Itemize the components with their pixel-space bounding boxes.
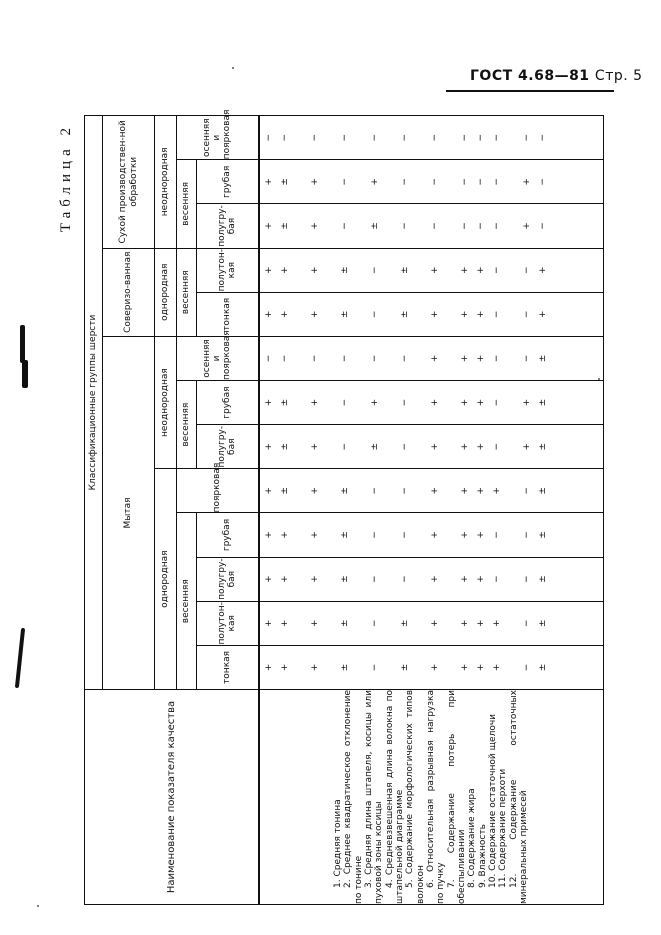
value-mark: ± [369,442,380,451]
value-mark: ± [339,531,350,539]
value-mark: + [459,663,470,672]
value-mark: + [309,178,320,186]
value-mark: + [459,575,470,583]
value-mark: − [459,133,470,142]
value-mark: − [491,266,502,274]
value-mark: − [339,398,350,407]
col-header: полутон-кая [197,601,259,645]
value-mark: + [429,487,440,495]
value-mark: ± [279,398,290,407]
season-spring: весенняя [177,160,197,248]
value-mark: − [475,133,486,142]
value-mark: + [521,222,532,230]
value-mark: + [263,442,274,451]
value-mark: − [521,531,532,539]
value-mark: − [309,133,320,142]
value-mark: − [369,663,380,672]
value-mark: − [429,178,440,186]
value-cell [259,160,604,204]
value-cell [259,381,604,425]
value-mark: + [279,531,290,539]
value-mark: − [521,310,532,319]
value-mark: − [399,222,410,230]
scan-artifact [15,628,25,688]
value-mark: − [475,222,486,230]
subgroup-heterogeneous: неоднородная [155,336,177,468]
scan-artifact [20,325,25,363]
value-mark: ± [339,575,350,583]
value-mark: − [369,133,380,142]
value-mark: − [429,222,440,230]
value-mark: − [399,398,410,407]
value-mark: + [491,663,502,672]
value-mark: ± [399,619,410,628]
value-mark: ± [399,266,410,274]
subgroup-homogeneous-2: однородная [155,248,177,336]
value-mark: − [399,354,410,363]
value-mark: ± [537,398,548,407]
indicator-name: 9. Влажность [477,824,488,888]
value-mark: + [521,398,532,407]
value-cell [259,116,604,160]
value-mark: + [475,531,486,539]
value-mark: + [429,398,440,407]
col-header: тонкая [197,292,259,336]
col-header: полугру-бая [197,204,259,248]
value-mark: + [429,531,440,539]
value-mark: ± [339,487,350,495]
value-mark: + [309,266,320,274]
col-header: осенняя и поярковая [177,336,259,380]
value-mark: + [475,619,486,628]
value-mark: − [309,354,320,363]
value-mark: − [491,354,502,363]
scan-speck [37,905,39,907]
value-mark: + [309,487,320,495]
value-mark: − [369,487,380,495]
value-mark: + [491,619,502,628]
value-mark: + [263,487,274,495]
value-mark: + [521,178,532,186]
value-mark: − [263,354,274,363]
value-mark: − [399,133,410,142]
page-number: Стр. 5 [594,68,643,84]
col-header: поярковая [177,469,259,513]
value-mark: + [537,266,548,274]
indicator-name: 2. Среднее квадратическое отклонение по тонине [343,690,364,904]
indicator-name: 4. Средневзвешенная длина волокна по штапельной диаграмме [384,690,406,904]
value-mark: ± [537,619,548,628]
indicator-names [259,690,604,905]
value-mark: ± [339,663,350,672]
value-mark: − [521,354,532,363]
group-sorted: Соверизо-ванная [103,248,155,336]
value-mark: + [263,398,274,407]
value-mark: + [309,531,320,539]
value-mark: ± [537,354,548,363]
value-mark: + [309,619,320,628]
value-mark: + [459,531,470,539]
value-cell [259,645,604,689]
value-mark: − [491,133,502,142]
value-cell [259,513,604,557]
value-mark: + [263,531,274,539]
value-mark: − [491,442,502,451]
value-cell [259,204,604,248]
value-mark: ± [339,619,350,628]
value-mark: − [339,178,350,186]
value-mark: − [459,178,470,186]
value-mark: ± [369,222,380,230]
value-mark: − [521,575,532,583]
value-mark: − [369,310,380,319]
value-mark: + [309,663,320,672]
col-header: осенняя и поярковая [177,116,259,160]
value-mark: ± [537,663,548,672]
value-mark: ± [279,222,290,230]
col-header: полугру-бая [197,425,259,469]
table-body [259,116,604,905]
col-header: полутон-кая [197,248,259,292]
value-mark: + [429,663,440,672]
value-mark: ± [399,310,410,319]
value-mark: − [521,663,532,672]
col-header: грубая [197,381,259,425]
value-mark: + [279,663,290,672]
value-mark: + [459,619,470,628]
value-cell [259,336,604,380]
value-mark: − [491,310,502,319]
indicator-name: 1. Средняя тонина [332,799,343,888]
value-cell [259,292,604,336]
subgroup-heterogeneous-2: неоднородная [155,116,177,249]
value-mark: + [369,178,380,186]
page-header [470,68,643,84]
value-cell [259,425,604,469]
value-mark: + [475,575,486,583]
value-mark: + [429,354,440,363]
value-mark: − [537,222,548,230]
value-mark: + [429,310,440,319]
value-mark: + [279,310,290,319]
col-header: грубая [197,160,259,204]
value-mark: ± [339,310,350,319]
value-mark: + [369,398,380,407]
value-mark: ± [339,266,350,274]
scan-speck [232,67,234,69]
value-mark: + [475,663,486,672]
value-mark: ± [537,442,548,451]
table-title: Таблица 2 [58,123,74,233]
value-mark: − [491,575,502,583]
value-mark: + [475,487,486,495]
value-mark: − [369,531,380,539]
header-rule [446,90,614,92]
value-mark: ± [537,575,548,583]
value-mark: + [263,222,274,230]
value-cell [259,469,604,513]
value-mark: ± [537,487,548,495]
value-mark: ± [279,487,290,495]
col-header: грубая [197,513,259,557]
value-mark: ± [537,531,548,539]
indicator-name: 12. Содержание остаточных минеральных примесей [508,690,530,904]
value-mark: + [537,310,548,319]
value-mark: − [279,133,290,142]
value-mark: − [537,178,548,186]
value-mark: + [475,354,486,363]
value-mark: + [491,487,502,495]
indicator-name: 8. Содержание жира [467,788,478,888]
value-mark: − [521,266,532,274]
season-spring: весенняя [177,513,197,690]
value-mark: + [263,663,274,672]
value-mark: + [309,442,320,451]
value-mark: + [459,310,470,319]
value-mark: − [475,178,486,186]
value-mark: + [429,266,440,274]
value-mark: − [399,178,410,186]
group-washed: Мытая [103,336,155,689]
value-mark: + [263,266,274,274]
value-mark: − [491,398,502,407]
value-mark: − [491,531,502,539]
subgroup-homogeneous: однородная [155,469,177,690]
value-mark: − [399,487,410,495]
value-mark: + [459,398,470,407]
table-row [259,116,604,905]
value-mark: + [429,575,440,583]
indicator-name: 11. Содержание перхоти [498,768,509,888]
value-mark: − [399,442,410,451]
group-header: Классификационные группы шерсти [85,116,103,690]
value-mark: + [263,575,274,583]
value-mark: + [309,310,320,319]
value-mark: + [263,619,274,628]
season-spring: весенняя [177,248,197,336]
value-mark: − [339,442,350,451]
value-mark: + [279,266,290,274]
value-mark: − [369,619,380,628]
indicator-name: 6. Относительная разрывная нагрузка по пучку [426,690,447,904]
value-mark: − [521,133,532,142]
value-mark: − [491,178,502,186]
value-mark: − [399,575,410,583]
value-mark: + [263,178,274,186]
value-mark: + [475,310,486,319]
indicator-name: 3. Средняя длина штапеля, косицы или пуховой зоны косицы [364,690,385,904]
value-mark: ± [279,442,290,451]
value-mark: ± [279,178,290,186]
value-cell [259,601,604,645]
col-header: тонкая [197,645,259,689]
value-mark: − [399,531,410,539]
rotated-table-container [58,109,604,905]
quality-indicators-table [84,109,604,905]
value-cell [259,557,604,601]
value-mark: + [459,442,470,451]
scan-artifact [22,360,28,388]
value-mark: + [475,398,486,407]
value-mark: − [521,619,532,628]
value-mark: − [491,222,502,230]
indicator-name: 7. Содержание потерь при обеспыливании [446,690,468,904]
value-mark: − [537,133,548,142]
value-mark: + [475,442,486,451]
value-mark: − [369,575,380,583]
value-mark: + [309,398,320,407]
value-mark: + [429,442,440,451]
value-cell [259,248,604,292]
value-mark: + [429,619,440,628]
name-column-header: Наименование показателя качества [85,690,259,905]
value-mark: − [279,354,290,363]
value-mark: − [339,222,350,230]
indicator-name: 10. Содержание остаточной щелочи [488,713,499,888]
value-mark: + [459,266,470,274]
value-mark: ± [399,663,410,672]
value-mark: − [263,133,274,142]
value-mark: + [521,442,532,451]
value-mark: − [429,133,440,142]
value-mark: − [369,354,380,363]
value-mark: + [459,354,470,363]
group-dry-processing: Сухой производствен-ной обработки [103,116,155,249]
value-mark: − [369,266,380,274]
value-mark: + [279,575,290,583]
season-spring: весенняя [177,381,197,469]
value-mark: + [263,310,274,319]
value-mark: + [279,619,290,628]
col-header: полугру-бая [197,557,259,601]
value-mark: − [521,487,532,495]
value-mark: + [459,487,470,495]
indicator-name: 5. Содержание морфологических типов волокон [405,690,426,904]
value-mark: + [309,222,320,230]
standard-number: ГОСТ 4.68—81 [470,68,590,84]
value-mark: + [475,266,486,274]
value-mark: − [459,222,470,230]
value-mark: + [309,575,320,583]
value-mark: − [339,133,350,142]
value-mark: − [339,354,350,363]
